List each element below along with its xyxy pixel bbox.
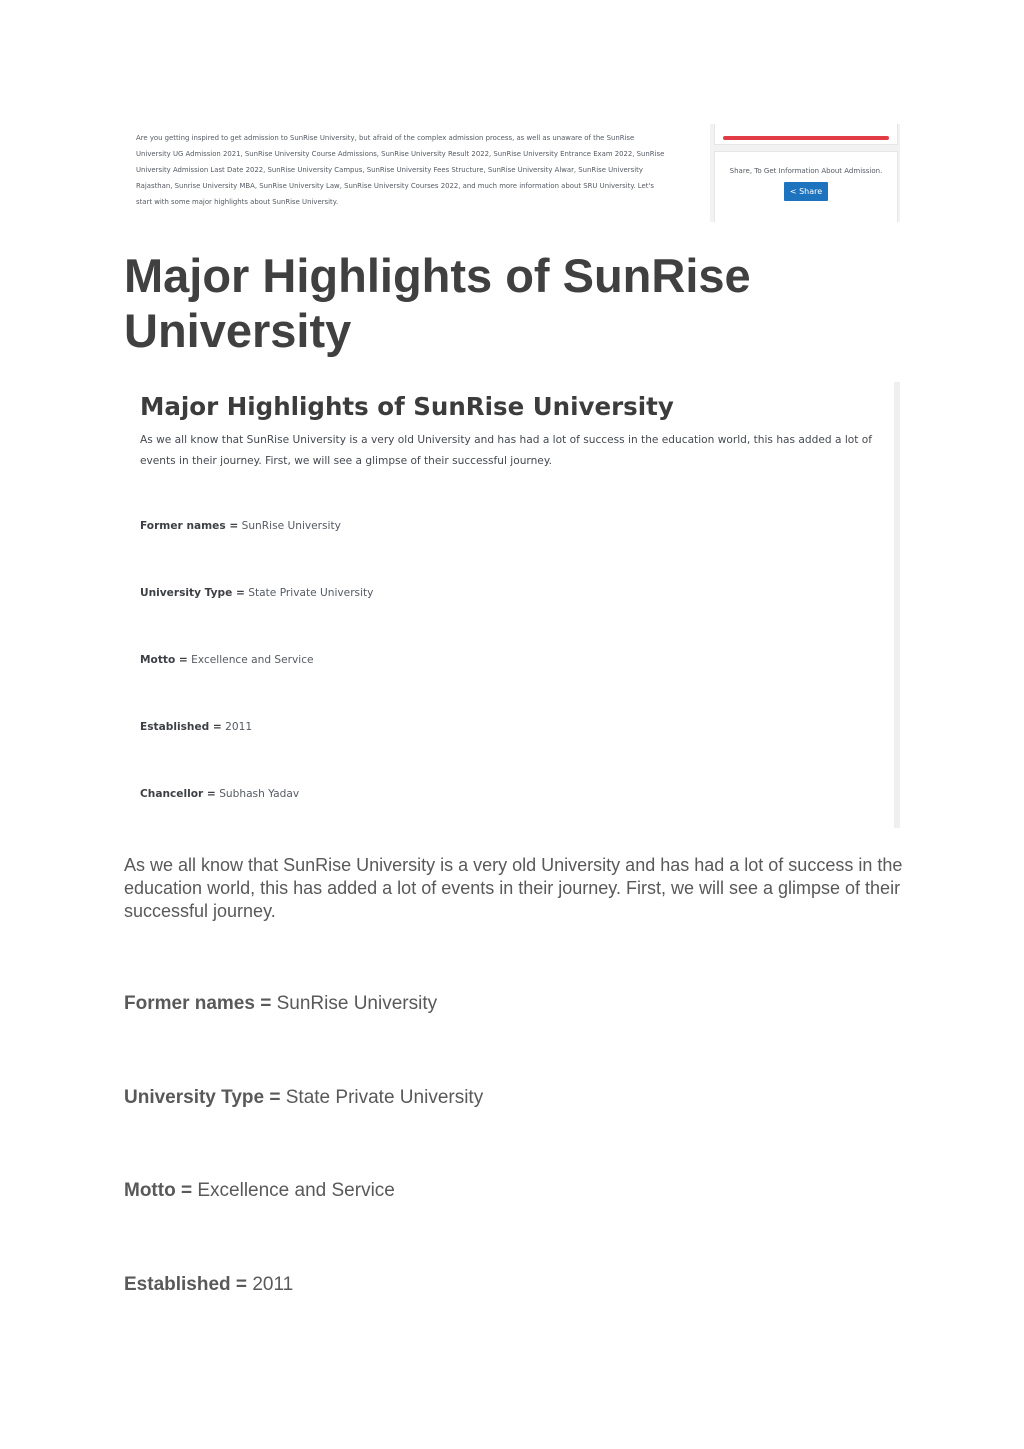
sidebar-card-top <box>714 124 898 145</box>
item-label: Motto = <box>140 654 188 666</box>
intro-paragraph: As we all know that SunRise University is a very old University and has had a lot of success in the education world, this has added a lot of events in their journey. First, we will see a glimpse of their successful journey. <box>124 855 903 921</box>
screenshot-highlights <box>124 382 900 828</box>
item-label: Former names = <box>140 520 239 532</box>
item-label: University Type = <box>140 587 245 599</box>
item-label: Established = <box>124 1274 248 1295</box>
screenshot-highlights-intro: As we all know that SunRise University is a very old University and has had a lot of success in the education world, this has added a lot of events in their journey. First, we will see a glimpse of their successful journey. <box>140 434 872 467</box>
share-card <box>714 151 898 222</box>
item-value: 2011 <box>225 721 253 733</box>
item-value: Subhash Yadav <box>219 788 300 800</box>
item-label: Established = <box>140 721 222 733</box>
screenshot-item-former-names <box>140 520 341 532</box>
item-label: Chancellor = <box>140 788 216 800</box>
item-motto <box>124 1179 395 1203</box>
share-button-label: Share <box>799 187 823 196</box>
item-established <box>124 1273 293 1297</box>
screenshot-scrollbar <box>894 382 900 828</box>
screenshot-item-university-type <box>140 587 373 599</box>
share-card-text: Share, To Get Information About Admission. <box>729 167 883 175</box>
item-value: State Private University <box>248 587 374 599</box>
screenshot-sidebar <box>710 124 900 222</box>
share-button[interactable] <box>784 182 828 201</box>
screenshot-item-chancellor <box>140 788 299 800</box>
item-former-names <box>124 992 437 1016</box>
item-university-type <box>124 1086 483 1110</box>
item-value: SunRise University <box>276 993 438 1014</box>
share-icon: < <box>789 187 797 196</box>
screenshot-highlights-title: Major Highlights of SunRise University <box>140 392 674 421</box>
item-value: State Private University <box>285 1087 484 1108</box>
screenshot-admission-intro <box>124 124 900 222</box>
screenshot-item-established <box>140 721 252 733</box>
item-value: Excellence and Service <box>191 654 314 666</box>
item-value: SunRise University <box>241 520 341 532</box>
page-title: Major Highlights of SunRise University <box>124 249 751 357</box>
item-value: 2011 <box>252 1274 294 1295</box>
item-label: Former names = <box>124 993 272 1014</box>
red-accent-bar <box>723 136 889 140</box>
item-label: Motto = <box>124 1180 193 1201</box>
screenshot-item-motto <box>140 654 314 666</box>
item-label: University Type = <box>124 1087 281 1108</box>
item-value: Excellence and Service <box>197 1180 395 1201</box>
admission-intro-paragraph: Are you getting inspired to get admission to SunRise University, but afraid of the complex admission process, as well as unaware of the SunRise University UG Admission 2021, SunRise University Course Admissions, SunRise University Result 2022, SunRise University Entrance Exam 2022, SunRise University Admission Last Date 2022, SunRise University Campus, SunRise University Fees Structure, SunRise University Alwar, SunRise University Rajasthan, Sunrise University MBA, SunRise University Law, SunRise University Courses 2022, and much more information about SRU University. Let's start with some major highlights about SunRise University. <box>136 134 665 206</box>
